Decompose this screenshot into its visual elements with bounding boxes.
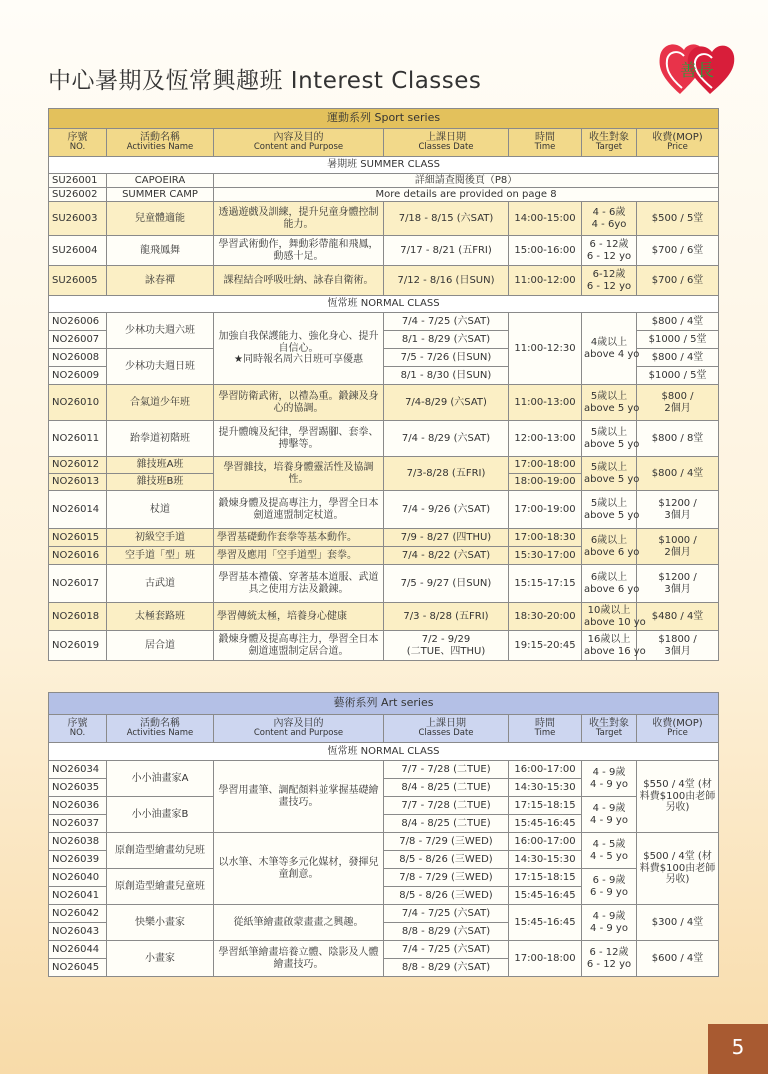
price: $300 / 4堂 [637,905,719,941]
art-table [48,692,719,977]
target: 6 - 12歲 6 - 12 yo [582,236,637,266]
price: $480 / 4堂 [637,603,719,631]
class-time: 17:15-18:15 [509,797,582,815]
activity-content: 鍛煉身體及提高專注力，學習全日本劍道連盟制定杖道。 [214,491,384,529]
price: $800 / 4堂 [637,457,719,491]
activity-name: 雜技班A班 [107,457,214,474]
table-row-no: NO26006 [49,313,107,331]
class-date: 8/8 - 8/29 (六SAT) [384,959,509,977]
target: 6 - 9歲 6 - 9 yo [582,869,637,905]
class-date: 7/5 - 7/26 (日SUN) [384,349,509,367]
class-date: 8/4 - 8/25 (二TUE) [384,779,509,797]
class-date: 7/4 - 7/25 (六SAT) [384,313,509,331]
table-row-no: NO26018 [49,603,107,631]
table-row-no: NO26038 [49,833,107,851]
class-date: 8/5 - 8/26 (三WED) [384,851,509,869]
sport-table [48,108,719,661]
table-row-no: NO26017 [49,565,107,603]
class-date: 7/4 - 7/25 (六SAT) [384,905,509,923]
col-date: 上課日期 Classes Date [384,715,509,743]
detail-note-en: More details are provided on page 8 [214,188,719,202]
class-time: 18:00-19:00 [509,474,582,491]
class-time: 16:00-17:00 [509,833,582,851]
col-date: 上課日期 Classes Date [384,129,509,157]
target: 6歲以上 above 6 yo [582,529,637,565]
table-row-no: NO26016 [49,547,107,565]
col-name: 活動名稱 Activities Name [107,129,214,157]
class-time: 15:15-17:15 [509,565,582,603]
table-row-no: NO26044 [49,941,107,959]
activity-content: 學習防衛武術，以禮為重。鍛鍊及身心的協調。 [214,385,384,421]
col-price: 收費(MOP) Price [637,129,719,157]
table-row-no: NO26039 [49,851,107,869]
price: $1000 / 2個月 [637,529,719,565]
price: $800 / 4堂 [637,349,719,367]
class-date: 7/12 - 8/16 (日SUN) [384,266,509,296]
price: $550 / 4堂 (材料費$100由老師另收) [637,761,719,833]
activity-name: 小小油畫家A [107,761,214,797]
col-content: 內容及目的 Content and Purpose [214,129,384,157]
price: $700 / 6堂 [637,236,719,266]
col-target: 收生對象 Target [582,715,637,743]
art-section-title: 藝術系列 Art series [49,693,719,715]
logo-text: 善長 [680,61,714,81]
table-row-no: NO26014 [49,491,107,529]
target: 6 - 12歲 6 - 12 yo [582,941,637,977]
class-time: 14:30-15:30 [509,779,582,797]
table-row-no: NO26008 [49,349,107,367]
activity-name: 空手道「型」班 [107,547,214,565]
price: $1200 / 3個月 [637,491,719,529]
price: $800 / 2個月 [637,385,719,421]
activity-content: 從紙筆繪畫啟蒙畫畫之興趣。 [214,905,384,941]
class-time: 17:00-18:00 [509,941,582,977]
class-time: 14:30-15:30 [509,851,582,869]
table-row-no: SU26003 [49,202,107,236]
target: 5歲以上 above 5 yo [582,491,637,529]
class-date: 7/4 - 8/22 (六SAT) [384,547,509,565]
activity-content: 透過遊戲及訓練，提升兒童身體控制能力。 [214,202,384,236]
activity-content: 鍛煉身體及提高專注力，學習全日本劍道連盟制定居合道。 [214,631,384,661]
price: $500 / 4堂 (材料費$100由老師另收) [637,833,719,905]
table-row-no: NO26037 [49,815,107,833]
col-time: 時間 Time [509,129,582,157]
class-time: 15:30-17:00 [509,547,582,565]
price: $1000 / 5堂 [637,331,719,349]
class-date: 8/1 - 8/29 (六SAT) [384,331,509,349]
class-time: 15:00-16:00 [509,236,582,266]
activity-content: 學習雜技，培養身體靈活性及協調性。 [214,457,384,491]
table-row-no: NO26007 [49,331,107,349]
normal-band: 恆常班 NORMAL CLASS [49,296,719,313]
class-date: 7/18 - 8/15 (六SAT) [384,202,509,236]
class-date: 8/4 - 8/25 (二TUE) [384,815,509,833]
detail-note: 詳細請查閱後頁（P8） [214,174,719,188]
class-date: 7/5 - 9/27 (日SUN) [384,565,509,603]
price: $800 / 8堂 [637,421,719,457]
activity-name: 雜技班B班 [107,474,214,491]
target: 10歲以上 above 10 yo [582,603,637,631]
col-no: 序號 NO. [49,715,107,743]
target: 5歲以上 above 5 yo [582,457,637,491]
table-row-no: SU26001 [49,174,107,188]
summer-band: 暑期班 SUMMER CLASS [49,157,719,174]
sport-section-title: 運動系列 Sport series [49,109,719,129]
class-time: 11:00-12:30 [509,313,582,385]
activity-name: 原創造型繪畫兒童班 [107,869,214,905]
class-time: 18:30-20:00 [509,603,582,631]
target: 4 - 6歲 4 - 6yo [582,202,637,236]
table-row-no: NO26045 [49,959,107,977]
target: 4 - 9歲 4 - 9 yo [582,905,637,941]
class-date: 8/1 - 8/30 (日SUN) [384,367,509,385]
class-time: 14:00-15:00 [509,202,582,236]
activity-name: 龍飛鳳舞 [107,236,214,266]
target: 6歲以上 above 6 yo [582,565,637,603]
activity-name: 跆拳道初階班 [107,421,214,457]
target: 5歲以上 above 5 yo [582,385,637,421]
class-date: 7/3-8/28 (五FRI) [384,457,509,491]
price: $1200 / 3個月 [637,565,719,603]
col-target: 收生對象 Target [582,129,637,157]
table-row-no: NO26041 [49,887,107,905]
table-row-no: NO26012 [49,457,107,474]
price: $1800 / 3個月 [637,631,719,661]
class-time: 19:15-20:45 [509,631,582,661]
table-row-no: NO26015 [49,529,107,547]
table-row-no: SU26005 [49,266,107,296]
class-date: 7/7 - 7/28 (二TUE) [384,761,509,779]
table-row-no: NO26011 [49,421,107,457]
activity-content: 學習基本禮儀、穿著基本道服、武道具之使用方法及鍛錬。 [214,565,384,603]
activity-content: 加強自我保護能力、強化身心、提升自信心。 ★同時報名周六日班可享優惠 [214,313,384,385]
price: $600 / 4堂 [637,941,719,977]
class-date: 7/8 - 7/29 (三WED) [384,869,509,887]
table-row-no: NO26010 [49,385,107,421]
col-no: 序號 NO. [49,129,107,157]
activity-content: 學習用畫筆、調配顏料並掌握基礎繪畫技巧。 [214,761,384,833]
activity-name: 小畫家 [107,941,214,977]
activity-name: 原創造型繪畫幼兒班 [107,833,214,869]
class-time: 12:00-13:00 [509,421,582,457]
table-row-no: NO26009 [49,367,107,385]
activity-name: 杖道 [107,491,214,529]
col-price: 收費(MOP) Price [637,715,719,743]
normal-band: 恆常班 NORMAL CLASS [49,743,719,761]
activity-name: 少林功夫週六班 [107,313,214,349]
table-row-no: NO26040 [49,869,107,887]
table-row-no: NO26035 [49,779,107,797]
table-row-no: NO26036 [49,797,107,815]
col-time: 時間 Time [509,715,582,743]
class-time: 17:00-19:00 [509,491,582,529]
activity-content: 學習紙筆繪畫培養立體、陰影及人體繪畫技巧。 [214,941,384,977]
target: 16歲以上 above 16 yo [582,631,637,661]
class-time: 16:00-17:00 [509,761,582,779]
heart-logo-icon [658,38,736,96]
activity-name: 兒童體適能 [107,202,214,236]
activity-name: SUMMER CAMP [107,188,214,202]
activity-name: 古武道 [107,565,214,603]
activity-content: 學習及應用「空手道型」套拳。 [214,547,384,565]
table-row-no: NO26043 [49,923,107,941]
activity-name: 快樂小畫家 [107,905,214,941]
class-date: 7/4 - 8/29 (六SAT) [384,421,509,457]
class-time: 17:15-18:15 [509,869,582,887]
class-time: 17:00-18:30 [509,529,582,547]
table-row-no: NO26013 [49,474,107,491]
activity-content: 課程結合呼吸吐納、詠春自衛術。 [214,266,384,296]
activity-name: 小小油畫家B [107,797,214,833]
target: 4歲以上 above 4 yo [582,313,637,385]
activity-content: 學習傳統太極，培養身心健康 [214,603,384,631]
table-row-no: SU26002 [49,188,107,202]
class-date: 7/17 - 8/21 (五FRI) [384,236,509,266]
class-time: 11:00-12:00 [509,266,582,296]
activity-name: 詠春禪 [107,266,214,296]
class-time: 15:45-16:45 [509,887,582,905]
activity-name: 少林功夫週日班 [107,349,214,385]
col-name: 活動名稱 Activities Name [107,715,214,743]
price: $1000 / 5堂 [637,367,719,385]
table-row-no: SU26004 [49,236,107,266]
target: 4 - 5歲 4 - 5 yo [582,833,637,869]
target: 4 - 9歲 4 - 9 yo [582,761,637,797]
class-time: 17:00-18:00 [509,457,582,474]
activity-name: CAPOEIRA [107,174,214,188]
activity-content: 以水筆、木筆等多元化媒材，發揮兒童創意。 [214,833,384,905]
price: $800 / 4堂 [637,313,719,331]
target: 4 - 9歲 4 - 9 yo [582,797,637,833]
col-content: 內容及目的 Content and Purpose [214,715,384,743]
class-time: 15:45-16:45 [509,905,582,941]
page-number: 5 [708,1024,768,1074]
table-row-no: NO26019 [49,631,107,661]
class-date: 7/4 - 9/26 (六SAT) [384,491,509,529]
activity-content: 提升體魄及紀律，學習踢腳、套拳、搏擊等。 [214,421,384,457]
class-time: 11:00-13:00 [509,385,582,421]
activity-name: 合氣道少年班 [107,385,214,421]
class-date: 7/9 - 8/27 (四THU) [384,529,509,547]
class-date: 7/2 - 9/29 (二TUE、四THU) [384,631,509,661]
target: 6-12歲 6 - 12 yo [582,266,637,296]
class-date: 7/3 - 8/28 (五FRI) [384,603,509,631]
activity-name: 居合道 [107,631,214,661]
class-date: 7/8 - 7/29 (三WED) [384,833,509,851]
price: $700 / 6堂 [637,266,719,296]
table-row-no: NO26034 [49,761,107,779]
class-date: 8/8 - 8/29 (六SAT) [384,923,509,941]
class-date: 7/7 - 7/28 (二TUE) [384,797,509,815]
price: $500 / 5堂 [637,202,719,236]
class-date: 8/5 - 8/26 (三WED) [384,887,509,905]
page-title: 中心暑期及恆常興趣班 Interest Classes [48,68,482,94]
class-time: 15:45-16:45 [509,815,582,833]
activity-content: 學習武術動作，舞動彩帶龍和飛鳳，動感十足。 [214,236,384,266]
class-date: 7/4-8/29 (六SAT) [384,385,509,421]
target: 5歲以上 above 5 yo [582,421,637,457]
table-row-no: NO26042 [49,905,107,923]
activity-name: 初級空手道 [107,529,214,547]
activity-content: 學習基礎動作套拳等基本動作。 [214,529,384,547]
activity-name: 太極套路班 [107,603,214,631]
class-date: 7/4 - 7/25 (六SAT) [384,941,509,959]
